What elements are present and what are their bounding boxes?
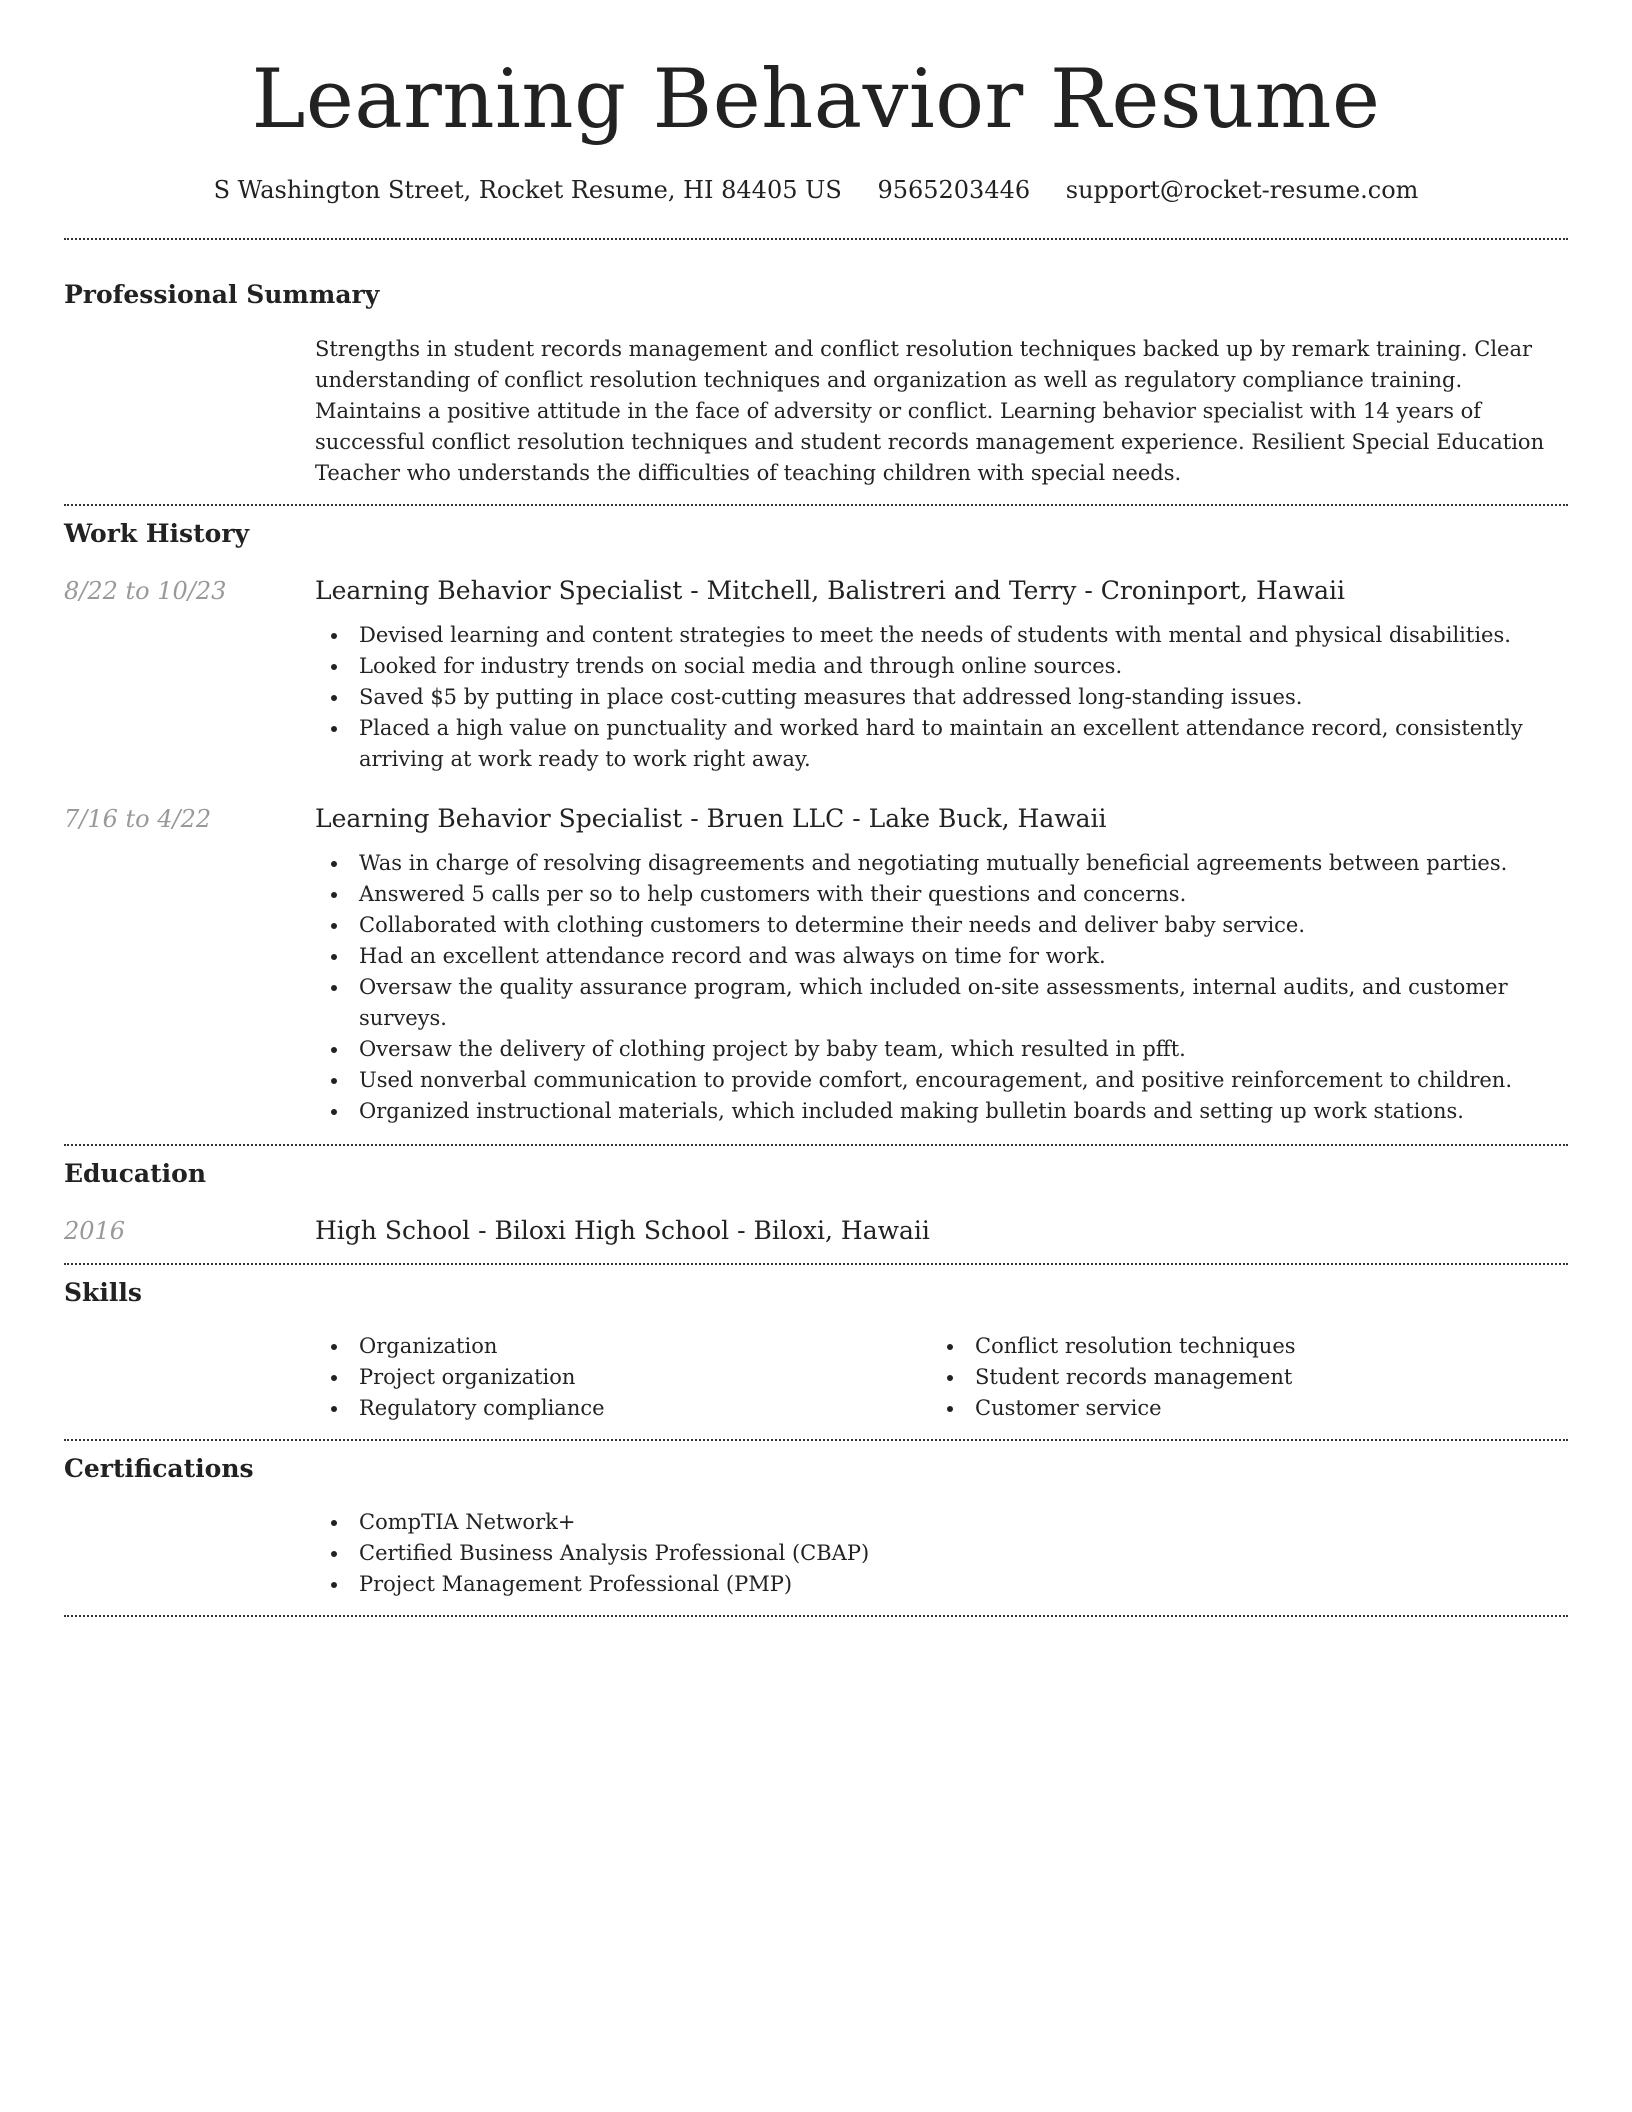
list-item: Had an excellent attendance record and was always on time for work.: [315, 941, 1568, 972]
divider: [64, 1144, 1568, 1146]
contact-line: [64, 172, 1568, 208]
education-section: [64, 1158, 1568, 1248]
list-item: Oversaw the delivery of clothing project by baby team, which resulted in pfft.: [315, 1034, 1568, 1065]
divider: [64, 1615, 1568, 1617]
skills-grid: [315, 1331, 1568, 1424]
job-entry: [64, 574, 1568, 775]
skills-list-left: [315, 1331, 931, 1424]
section-heading-summary: Professional Summary: [64, 280, 380, 309]
work-history-section: [64, 518, 1568, 1127]
section-heading-education: Education: [64, 1159, 207, 1188]
skill-item: Conflict resolution techniques: [931, 1331, 1547, 1362]
education-year: 2016: [64, 1217, 126, 1245]
certifications-list: [315, 1507, 1568, 1600]
contact-phone: 9565203446: [877, 176, 1031, 204]
job-entry: [64, 802, 1568, 1127]
job-dates: 7/16 to 4/22: [64, 805, 212, 833]
education-entry: [64, 1214, 1568, 1248]
contact-address: S Washington Street, Rocket Resume, HI 84405 US: [213, 176, 842, 204]
summary-section: [64, 279, 1568, 489]
list-item: Placed a high value on punctuality and worked hard to maintain an excellent attendance record, consistently arriving at work ready to work right away.: [315, 713, 1568, 775]
skill-item: Customer service: [931, 1393, 1547, 1424]
contact-email: support@rocket-resume.com: [1065, 176, 1419, 204]
job-title: Learning Behavior Specialist - Mitchell, Balistreri and Terry - Croninport, Hawaii: [315, 576, 1346, 605]
job-bullets: [315, 620, 1568, 775]
skills-list-right: [931, 1331, 1547, 1424]
skills-section: [64, 1277, 1568, 1424]
resume-title: Learning Behavior Resume: [251, 53, 1381, 147]
divider: [64, 1439, 1568, 1441]
skill-item: Student records management: [931, 1362, 1547, 1393]
certifications-section: [64, 1453, 1568, 1600]
certification-item: CompTIA Network+: [315, 1507, 1568, 1538]
summary-text: Strengths in student records management and conflict resolution techniques backed up by remark training. Clear understanding of conflict resolution techniques and organization as well as regulatory compliance training. Maintains a positive attitude in the face of adversity or conflict. Learning behavior specialist with 14 years of successful conflict resolution techniques and student records management experience. Resilient Special Education Teacher who understands the difficulties of teaching children with special needs.: [315, 337, 1545, 485]
skill-item: Regulatory compliance: [315, 1393, 931, 1424]
skill-item: Organization: [315, 1331, 931, 1362]
list-item: Looked for industry trends on social media and through online sources.: [315, 651, 1568, 682]
certification-item: Certified Business Analysis Professional (CBAP): [315, 1538, 1568, 1569]
list-item: Oversaw the quality assurance program, which included on-site assessments, internal audits, and customer surveys.: [315, 972, 1568, 1034]
section-heading-work: Work History: [64, 519, 250, 548]
section-heading-certifications: Certifications: [64, 1454, 254, 1483]
list-item: Answered 5 calls per so to help customers with their questions and concerns.: [315, 879, 1568, 910]
list-item: Saved $5 by putting in place cost-cutting measures that addressed long-standing issues.: [315, 682, 1568, 713]
list-item: Devised learning and content strategies to meet the needs of students with mental and physical disabilities.: [315, 620, 1568, 651]
education-text: High School - Biloxi High School - Biloxi, Hawaii: [315, 1216, 930, 1245]
divider: [64, 1263, 1568, 1265]
list-item: Was in charge of resolving disagreements and negotiating mutually beneficial agreements between parties.: [315, 848, 1568, 879]
job-bullets: [315, 848, 1568, 1127]
list-item: Organized instructional materials, which included making bulletin boards and setting up work stations.: [315, 1096, 1568, 1127]
skill-item: Project organization: [315, 1362, 931, 1393]
certification-item: Project Management Professional (PMP): [315, 1569, 1568, 1600]
list-item: Collaborated with clothing customers to determine their needs and deliver baby service.: [315, 910, 1568, 941]
job-dates: 8/22 to 10/23: [64, 577, 227, 605]
list-item: Used nonverbal communication to provide comfort, encouragement, and positive reinforcement to children.: [315, 1065, 1568, 1096]
section-heading-skills: Skills: [64, 1278, 142, 1307]
job-title: Learning Behavior Specialist - Bruen LLC - Lake Buck, Hawaii: [315, 804, 1107, 833]
resume-page: [64, 0, 1568, 1617]
divider: [64, 238, 1568, 240]
divider: [64, 504, 1568, 506]
